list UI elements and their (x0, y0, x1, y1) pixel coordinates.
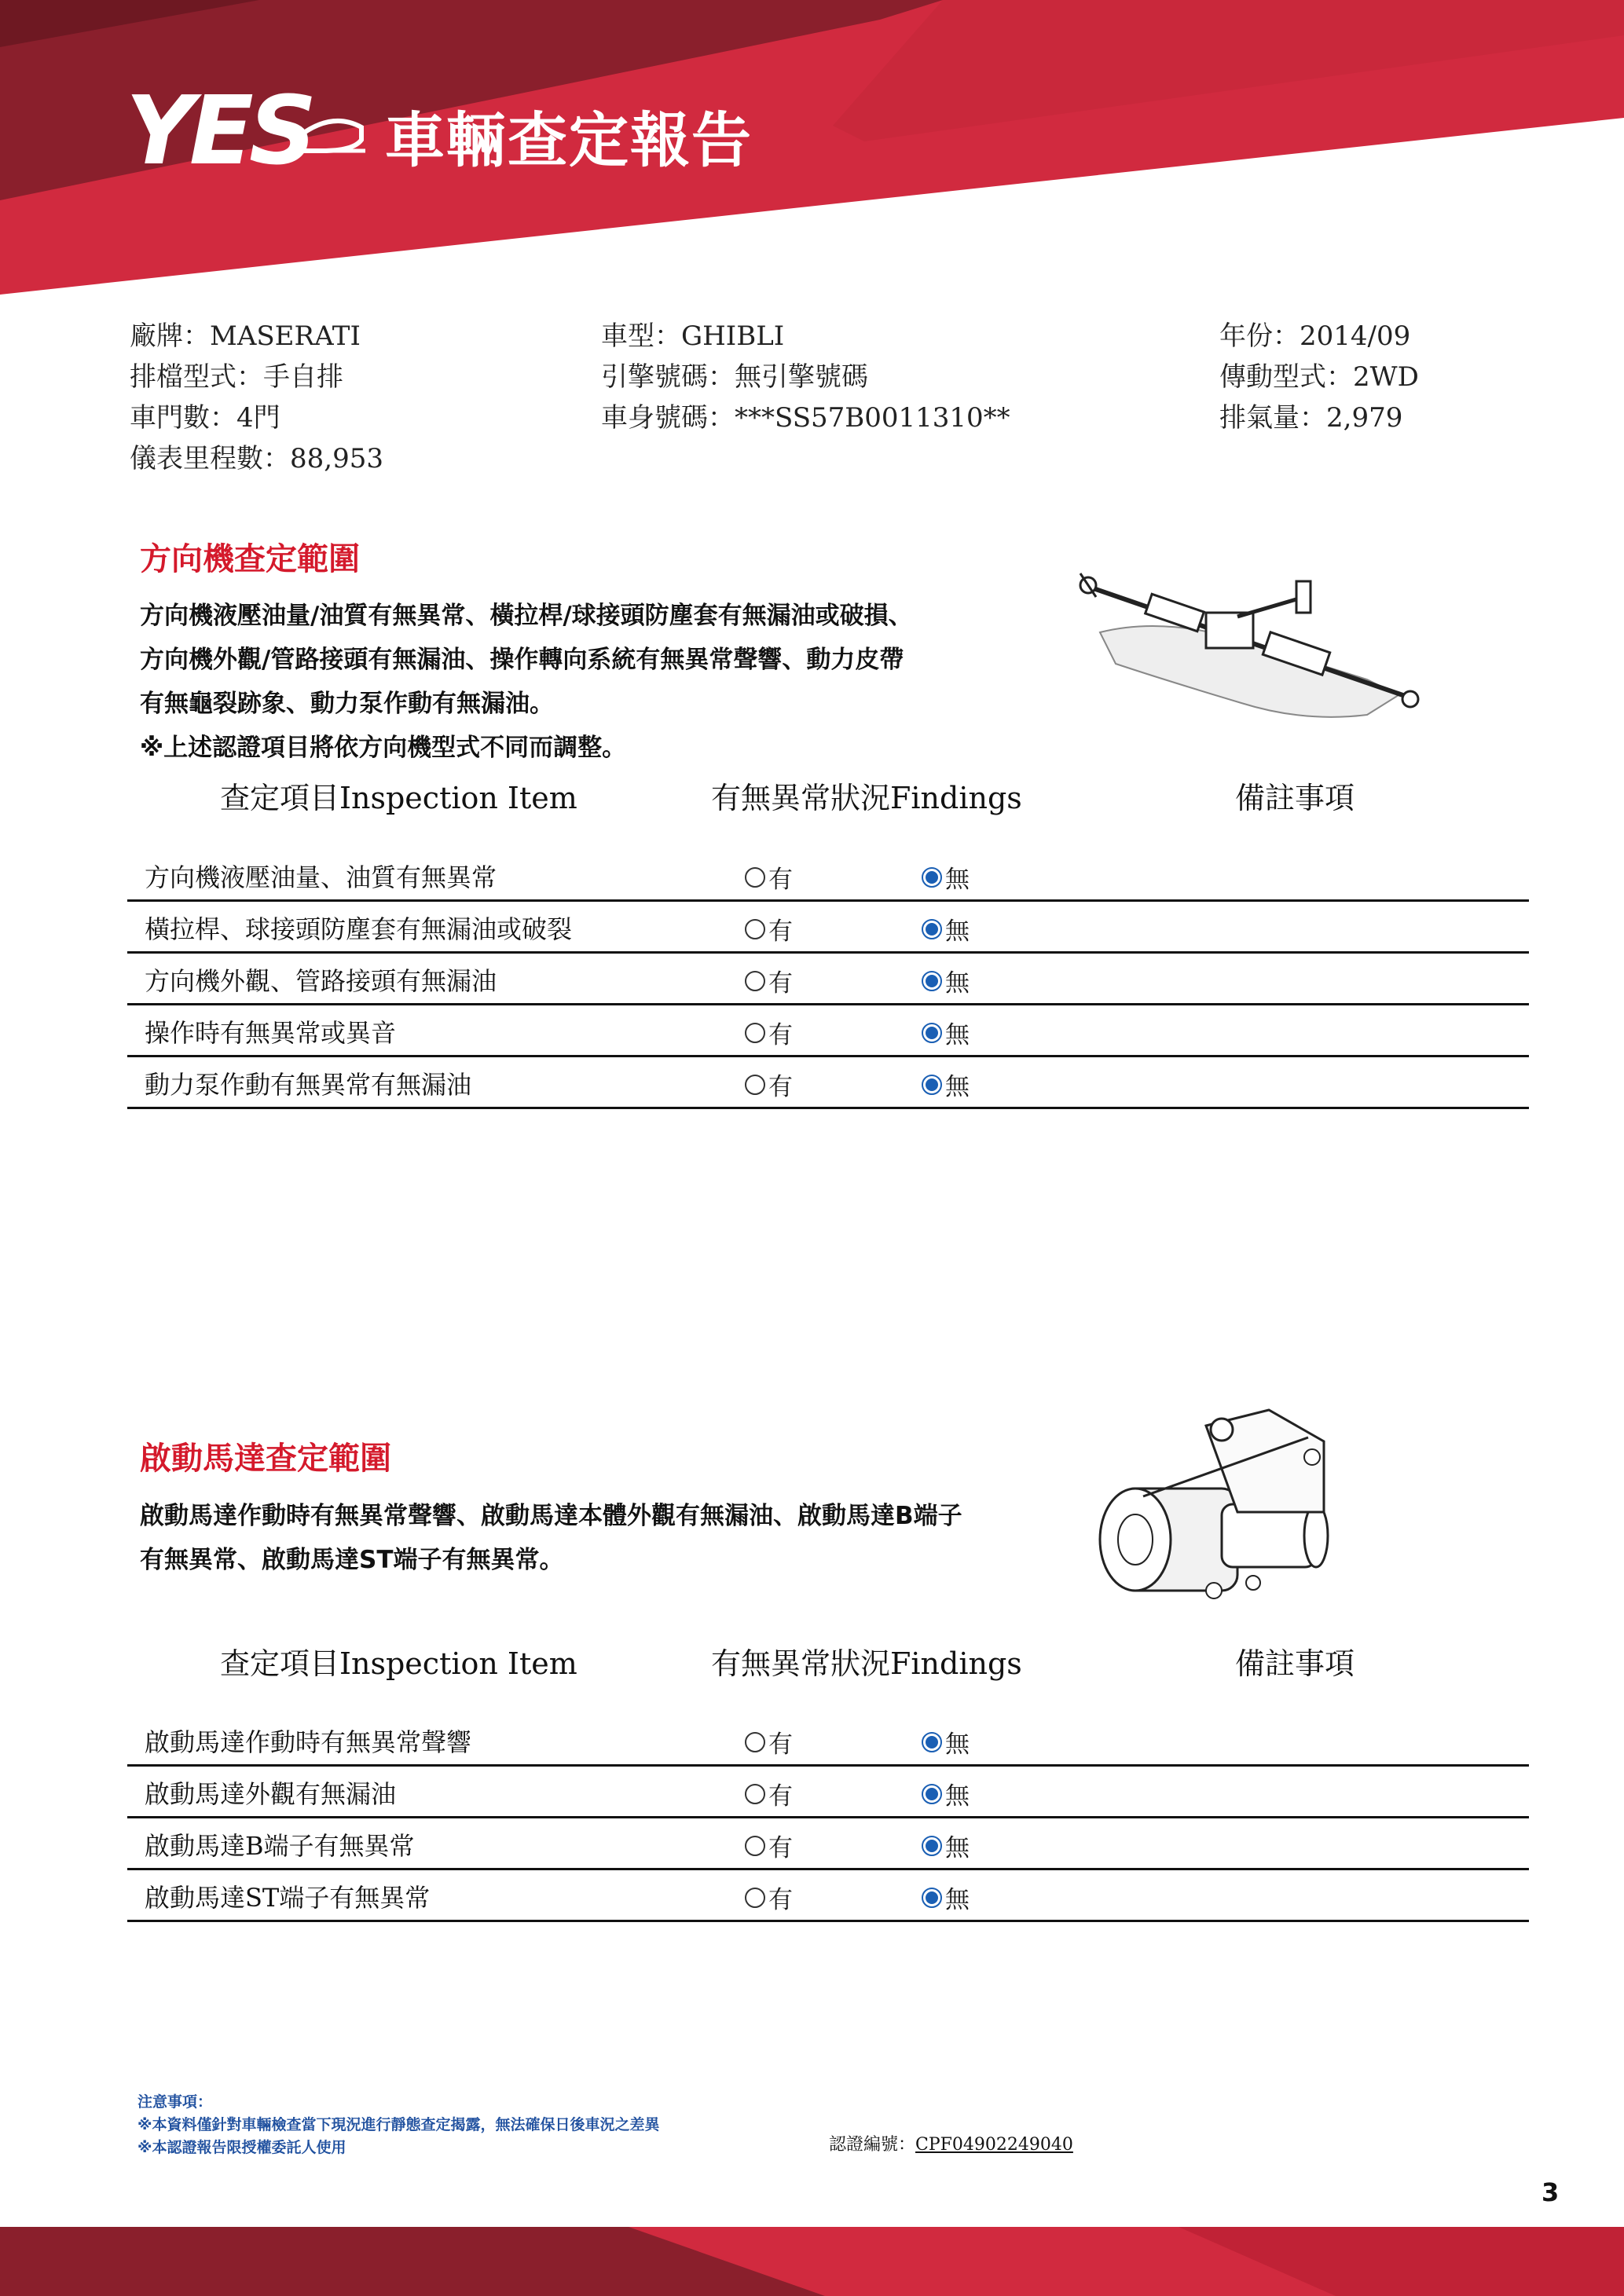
starter-description (140, 1494, 962, 1582)
info-displacement: 排氣量：2,979 (1219, 402, 1403, 434)
info-vin: 車身號碼：***SS57B0011310** (601, 402, 1010, 434)
table-row (127, 1767, 1529, 1818)
table-row (127, 902, 1529, 954)
info-gearbox: 排檔型式：手自排 (130, 361, 343, 393)
option-no[interactable]: 無 (922, 963, 970, 998)
option-yes[interactable]: 有 (745, 1880, 793, 1915)
radio-selected-icon (922, 1075, 942, 1095)
radio-selected-icon (922, 1732, 942, 1752)
steering-header-item: 查定項目Inspection Item (220, 781, 577, 815)
radio-icon (745, 1732, 765, 1752)
starter-motor-illustration (1088, 1394, 1355, 1622)
inspection-item: 啟動馬達作動時有無異常聲響 (145, 1727, 472, 1757)
radio-selected-icon (922, 971, 942, 991)
info-doors: 車門數：4門 (130, 402, 280, 434)
page-number: 3 (1542, 2177, 1560, 2207)
radio-selected-icon (922, 1784, 942, 1804)
radio-selected-icon (922, 1888, 942, 1908)
radio-icon (745, 867, 765, 888)
option-no[interactable]: 無 (922, 1015, 970, 1050)
table-row (127, 1005, 1529, 1057)
info-engine-no: 引擎號碼：無引擎號碼 (601, 361, 868, 393)
steering-desc-line: 方向機液壓油量/油質有無異常、橫拉桿/球接頭防塵套有無漏油或破損、 (140, 602, 913, 630)
radio-icon (745, 1075, 765, 1095)
option-no[interactable]: 無 (922, 1724, 970, 1760)
radio-icon (745, 1836, 765, 1856)
info-drive: 傳動型式：2WD (1219, 361, 1419, 393)
option-no[interactable]: 無 (922, 1828, 970, 1863)
option-yes[interactable]: 有 (745, 1724, 793, 1760)
radio-icon (745, 1023, 765, 1043)
option-yes[interactable]: 有 (745, 1015, 793, 1050)
table-row (127, 1870, 1529, 1922)
steering-rack-illustration (1069, 562, 1430, 742)
footer-notes (137, 2091, 659, 2159)
logo-text: YES (126, 79, 313, 181)
inspection-item: 啟動馬達B端子有無異常 (145, 1831, 415, 1861)
starter-header-remarks: 備註事項 (1235, 1646, 1355, 1681)
radio-selected-icon (922, 1023, 942, 1043)
steering-section-title: 方向機查定範圍 (140, 541, 360, 577)
cert-label: 認證編號： (829, 2135, 916, 2155)
footer-banner (0, 2227, 1624, 2296)
inspection-item: 操作時有無異常或異音 (145, 1018, 397, 1048)
steering-desc-line: ※上述認證項目將依方向機型式不同而調整。 (140, 734, 627, 762)
radio-icon (745, 971, 765, 991)
inspection-item: 方向機液壓油量、油質有無異常 (145, 862, 497, 892)
inspection-item: 啟動馬達外觀有無漏油 (145, 1779, 397, 1809)
table-row (127, 1057, 1529, 1109)
inspection-item: 橫拉桿、球接頭防塵套有無漏油或破裂 (145, 914, 573, 944)
report-title: 車輛查定報告 (385, 105, 753, 175)
option-no[interactable]: 無 (922, 859, 970, 895)
steering-header-findings: 有無異常狀況Findings (711, 781, 1022, 815)
table-row (127, 1715, 1529, 1767)
option-yes[interactable]: 有 (745, 911, 793, 947)
table-row (127, 954, 1529, 1005)
note-line: ※本認證報告限授權委託人使用 (137, 2139, 346, 2156)
info-mileage: 儀表里程數：88,953 (130, 443, 383, 474)
option-no[interactable]: 無 (922, 1880, 970, 1915)
info-brand: 廠牌：MASERATI (130, 320, 361, 352)
radio-icon (745, 1784, 765, 1804)
table-row (127, 1818, 1529, 1870)
radio-icon (745, 1888, 765, 1908)
certification-number (829, 2131, 1073, 2155)
cert-number: CPF04902249040 (915, 2135, 1073, 2155)
notes-title: 注意事項： (137, 2093, 213, 2111)
steering-desc-line: 方向機外觀/管路接頭有無漏油、操作轉向系統有無異常聲響、動力皮帶 (140, 646, 904, 674)
option-yes[interactable]: 有 (745, 859, 793, 895)
option-yes[interactable]: 有 (745, 1828, 793, 1863)
starter-desc-line: 啟動馬達作動時有無異常聲響、啟動馬達本體外觀有無漏油、啟動馬達B端子 (140, 1502, 962, 1530)
option-no[interactable]: 無 (922, 1776, 970, 1811)
option-yes[interactable]: 有 (745, 1067, 793, 1102)
steering-header-remarks: 備註事項 (1235, 781, 1355, 815)
radio-selected-icon (922, 867, 942, 888)
inspection-item: 動力泵作動有無異常有無漏油 (145, 1070, 472, 1100)
starter-header-item: 查定項目Inspection Item (220, 1646, 577, 1681)
inspection-item: 啟動馬達ST端子有無異常 (145, 1883, 431, 1913)
option-yes[interactable]: 有 (745, 963, 793, 998)
info-model: 車型：GHIBLI (601, 320, 785, 352)
option-no[interactable]: 無 (922, 1067, 970, 1102)
option-no[interactable]: 無 (922, 911, 970, 947)
starter-section-title: 啟動馬達查定範圍 (140, 1441, 391, 1477)
table-row (127, 850, 1529, 902)
radio-selected-icon (922, 919, 942, 939)
steering-desc-line: 有無龜裂跡象、動力泵作動有無漏油。 (140, 690, 554, 718)
option-yes[interactable]: 有 (745, 1776, 793, 1811)
starter-header-findings: 有無異常狀況Findings (711, 1646, 1022, 1681)
inspection-item: 方向機外觀、管路接頭有無漏油 (145, 966, 497, 996)
note-line: ※本資料僅針對車輛檢查當下現況進行靜態查定揭露，無法確保日後車況之差異 (137, 2116, 660, 2133)
info-year: 年份：2014/09 (1219, 320, 1411, 352)
steering-description (140, 594, 913, 770)
starter-desc-line: 有無異常、啟動馬達ST端子有無異常。 (140, 1546, 564, 1574)
radio-icon (745, 919, 765, 939)
radio-selected-icon (922, 1836, 942, 1856)
